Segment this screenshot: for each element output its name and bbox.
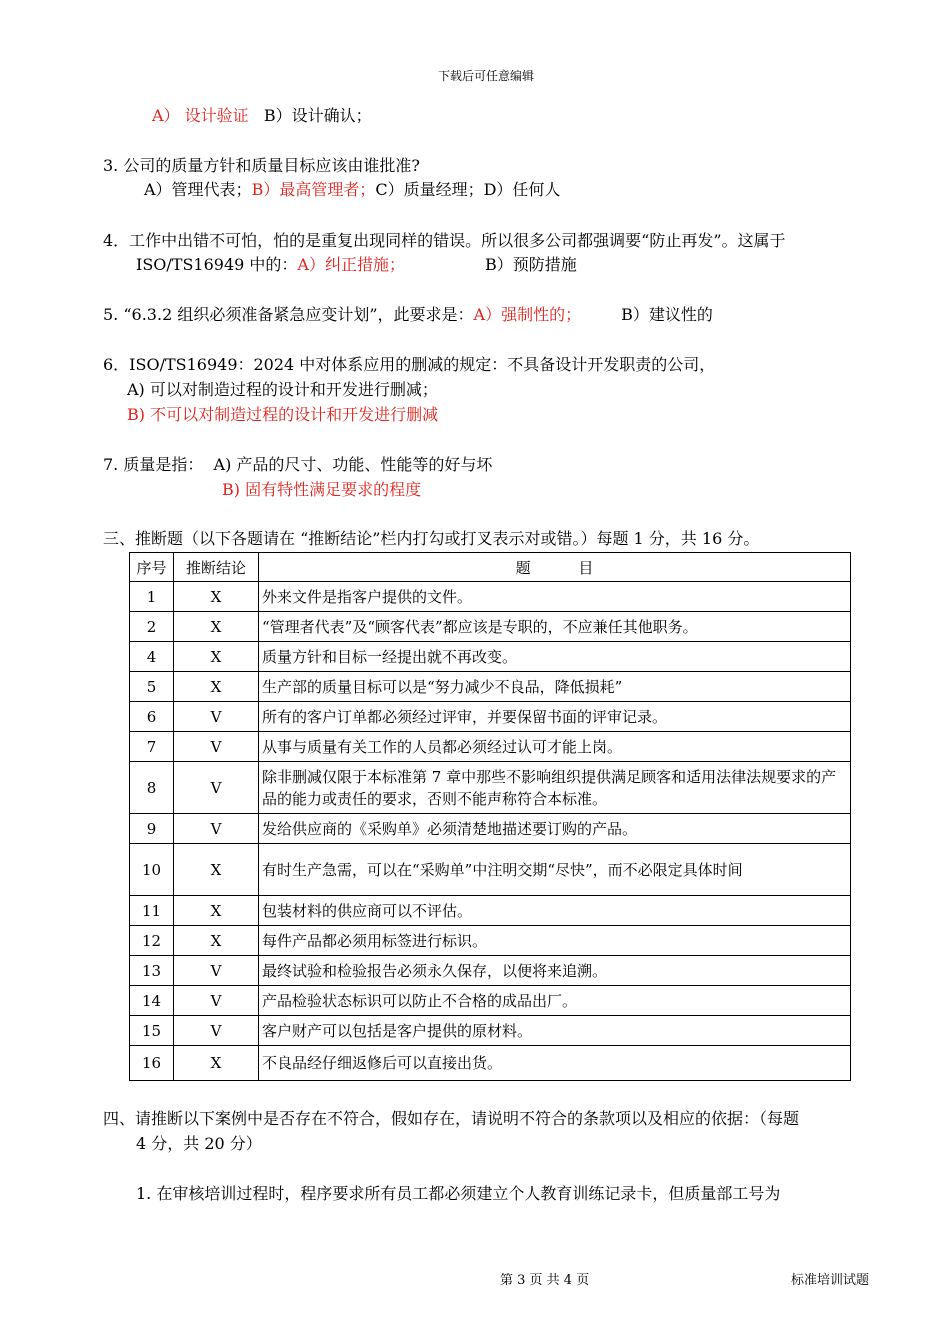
row-number: 16 <box>130 1046 174 1081</box>
section3-title: 三、推断题（以下各题请在 “推断结论”栏内打勾或打叉表示对或错。）每题 1 分，共 16 分。 <box>103 529 760 548</box>
row-question: 除非删减仅限于本标准第 7 章中那些不影响组织提供满足顾客和适用法律法规要求的产品的能力或责任的要求，否则不能声称符合本标准。 <box>259 762 851 814</box>
row-question: 产品检验状态标识可以防止不合格的成品出厂。 <box>259 986 851 1016</box>
q5-option-a: A）强制性的； <box>473 305 582 324</box>
table-row <box>130 896 851 926</box>
table-row <box>130 702 851 732</box>
table-row <box>130 844 851 896</box>
table-header-row <box>130 553 851 582</box>
row-number: 13 <box>130 956 174 986</box>
q4-line2 <box>136 254 577 276</box>
judgement-table <box>129 552 851 1081</box>
row-number: 14 <box>130 986 174 1016</box>
table-row <box>130 814 851 844</box>
row-question: 有时生产急需，可以在“采购单”中注明交期“尽快”，而不必限定具体时间 <box>259 844 851 896</box>
case1-text: 1. 在审核培训过程时，程序要求所有员工都必须建立个人教育训练记录卡，但质量部工号为 <box>136 1184 781 1203</box>
row-result: X <box>174 926 259 956</box>
table-row <box>130 582 851 612</box>
row-question: 每件产品都必须用标签进行标识。 <box>259 926 851 956</box>
q3-text: 3. 公司的质量方针和质量目标应该由谁批准? <box>103 156 420 175</box>
row-question: 质量方针和目标一经提出就不再改变。 <box>259 642 851 672</box>
row-result: X <box>174 844 259 896</box>
table-row <box>130 762 851 814</box>
row-result: X <box>174 642 259 672</box>
row-number: 6 <box>130 702 174 732</box>
table-row <box>130 986 851 1016</box>
header-topic: 题 目 <box>259 553 851 582</box>
row-question: 发给供应商的《采购单》必须清楚地描述要订购的产品。 <box>259 814 851 844</box>
row-number: 10 <box>130 844 174 896</box>
row-result: V <box>174 732 259 762</box>
row-number: 9 <box>130 814 174 844</box>
row-question: 包装材料的供应商可以不评估。 <box>259 896 851 926</box>
section4-line1: 四、请推断以下案例中是否存在不符合，假如存在，请说明不符合的条款项以及相应的依据：（每题 <box>103 1109 800 1128</box>
section4-line2: 4 分，共 20 分） <box>136 1134 262 1153</box>
row-result: X <box>174 1046 259 1081</box>
q2-option-a: A） 设计验证 <box>152 106 249 125</box>
row-question: 从事与质量有关工作的人员都必须经过认可才能上岗。 <box>259 732 851 762</box>
q4-line1: 4．工作中出错不可怕，怕的是重复出现同样的错误。所以很多公司都强调要“防止再发”。这属于 <box>103 231 786 250</box>
q5-text: 5. “6.3.2 组织必须准备紧急应变计划”，此要求是： <box>103 305 474 324</box>
table-row <box>130 672 851 702</box>
q4-option-a: A）纠正措施； <box>297 255 405 274</box>
row-result: V <box>174 956 259 986</box>
table-row <box>130 1016 851 1046</box>
row-question: 生产部的质量目标可以是“努力减少不良品，降低损耗” <box>259 672 851 702</box>
table-row <box>130 612 851 642</box>
row-number: 7 <box>130 732 174 762</box>
row-number: 2 <box>130 612 174 642</box>
row-result: V <box>174 702 259 732</box>
row-result: V <box>174 1016 259 1046</box>
row-question: 不良品经仔细返修后可以直接出货。 <box>259 1046 851 1081</box>
footer-title: 标准培训试题 <box>791 1273 870 1288</box>
q3-option-a: A）管理代表； <box>144 180 252 199</box>
row-question: 最终试验和检验报告必须永久保存，以便将来追溯。 <box>259 956 851 986</box>
q5-option-b: B）建议性的 <box>621 305 713 324</box>
table-row <box>130 956 851 986</box>
q7-option-b: B) 固有特性满足要求的程度 <box>222 480 422 499</box>
row-result: X <box>174 582 259 612</box>
row-number: 5 <box>130 672 174 702</box>
row-result: V <box>174 986 259 1016</box>
row-result: X <box>174 896 259 926</box>
table-row <box>130 642 851 672</box>
table-row <box>130 1046 851 1081</box>
row-number: 11 <box>130 896 174 926</box>
row-question: 外来文件是指客户提供的文件。 <box>259 582 851 612</box>
q6-option-a: A) 可以对制造过程的设计和开发进行删减； <box>127 380 438 399</box>
row-number: 4 <box>130 642 174 672</box>
q3-option-b: B）最高管理者； <box>251 180 376 199</box>
q2-option-b: B）设计确认； <box>263 106 372 125</box>
row-number: 1 <box>130 582 174 612</box>
row-result: X <box>174 672 259 702</box>
row-question: “管理者代表”及“顾客代表”都应该是专职的，不应兼任其他职务。 <box>259 612 851 642</box>
header-result: 推断结论 <box>174 553 259 582</box>
row-question: 客户财产可以包括是客户提供的原材料。 <box>259 1016 851 1046</box>
q7-line1 <box>103 454 492 476</box>
header-note: 下载后可任意编辑 <box>438 69 535 83</box>
row-result: V <box>174 762 259 814</box>
row-result: X <box>174 612 259 642</box>
q6-text: 6．ISO/TS16949：2024 中对体系应用的删减的规定：不具备设计开发职责的公司， <box>103 355 716 374</box>
q5-line <box>103 304 713 326</box>
row-number: 12 <box>130 926 174 956</box>
table-row <box>130 926 851 956</box>
table-row <box>130 732 851 762</box>
row-number: 15 <box>130 1016 174 1046</box>
q3-option-c: C）质量经理；D）任何人 <box>375 180 561 199</box>
q3-options <box>144 179 560 201</box>
q7-prefix: 7. 质量是指： <box>103 455 204 474</box>
page-number: 第 3 页 共 4 页 <box>500 1273 590 1288</box>
q2-options <box>152 105 372 127</box>
q6-option-b: B) 不可以对制造过程的设计和开发进行删减 <box>127 405 439 424</box>
q4-option-b: B）预防措施 <box>484 255 577 274</box>
q4-prefix: ISO/TS16949 中的： <box>136 255 298 274</box>
row-number: 8 <box>130 762 174 814</box>
row-result: V <box>174 814 259 844</box>
q7-option-a: A) 产品的尺寸、功能、性能等的好与坏 <box>213 455 493 474</box>
header-number: 序号 <box>130 553 174 582</box>
row-question: 所有的客户订单都必须经过评审，并要保留书面的评审记录。 <box>259 702 851 732</box>
